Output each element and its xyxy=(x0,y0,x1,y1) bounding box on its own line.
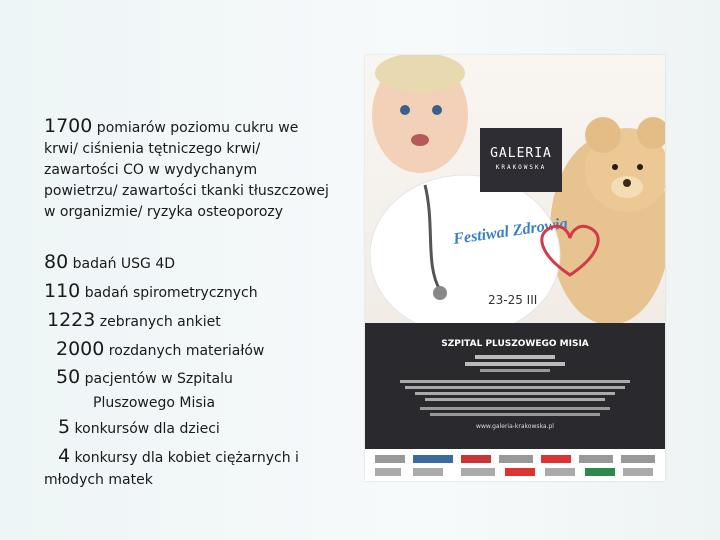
stat-text: badań USG 4D xyxy=(68,256,176,272)
stat-number: 5 xyxy=(58,416,71,438)
stat-number: 80 xyxy=(44,251,69,273)
event-title: SZPITAL PLUSZOWEGO MISIA xyxy=(441,339,589,349)
stat-item xyxy=(58,417,220,440)
stat-item xyxy=(47,310,221,333)
stat-text: młodych matek xyxy=(44,472,153,488)
galeria-logo xyxy=(480,128,562,192)
event-dates: 23-25 III xyxy=(488,293,538,307)
stat-item xyxy=(44,116,329,223)
stat-item xyxy=(56,367,233,390)
logo-line2: KRAKOWSKA xyxy=(495,164,547,171)
sponsor-logos xyxy=(365,449,665,481)
stat-item xyxy=(93,393,215,414)
stat-text: rozdanych materiałów xyxy=(104,343,265,359)
stat-text: konkursy dla kobiet ciężarnych i xyxy=(70,450,299,466)
stat-item xyxy=(44,252,175,275)
stat-text: zebranych ankiet xyxy=(95,314,221,330)
stat-number: 2000 xyxy=(56,338,105,360)
stat-item xyxy=(44,470,153,491)
stat-item xyxy=(58,446,299,469)
stat-item xyxy=(44,281,258,304)
stat-text: konkursów dla dzieci xyxy=(70,421,220,437)
stat-number: 110 xyxy=(44,280,81,302)
stat-number: 4 xyxy=(58,445,71,467)
stat-text: pomiarów poziomu cukru we krwi/ ciśnienia tętniczego krwi/ zawartości CO w wydychanym powietrzu/ zawartości tkanki tłuszczowej w organizmie/ ryzyka osteoporozy xyxy=(44,120,329,220)
stat-text: badań spirometrycznych xyxy=(80,285,258,301)
event-details xyxy=(395,355,635,419)
stat-number: 50 xyxy=(56,366,81,388)
stat-number: 1700 xyxy=(44,115,93,137)
logo-line1: GALERIA xyxy=(490,146,552,161)
stat-number: 1223 xyxy=(47,309,96,331)
stats-list xyxy=(0,0,340,540)
event-poster xyxy=(365,55,665,481)
stat-text: Pluszowego Misia xyxy=(93,395,216,411)
poster-photo xyxy=(365,55,665,323)
festival-logo: Festiwal Zdrowia xyxy=(452,215,569,248)
heart-icon xyxy=(535,220,605,280)
stat-item xyxy=(56,339,264,362)
stat-text: pacjentów w Szpitalu xyxy=(80,371,233,387)
event-url: www.galeria-krakowska.pl xyxy=(476,423,554,430)
